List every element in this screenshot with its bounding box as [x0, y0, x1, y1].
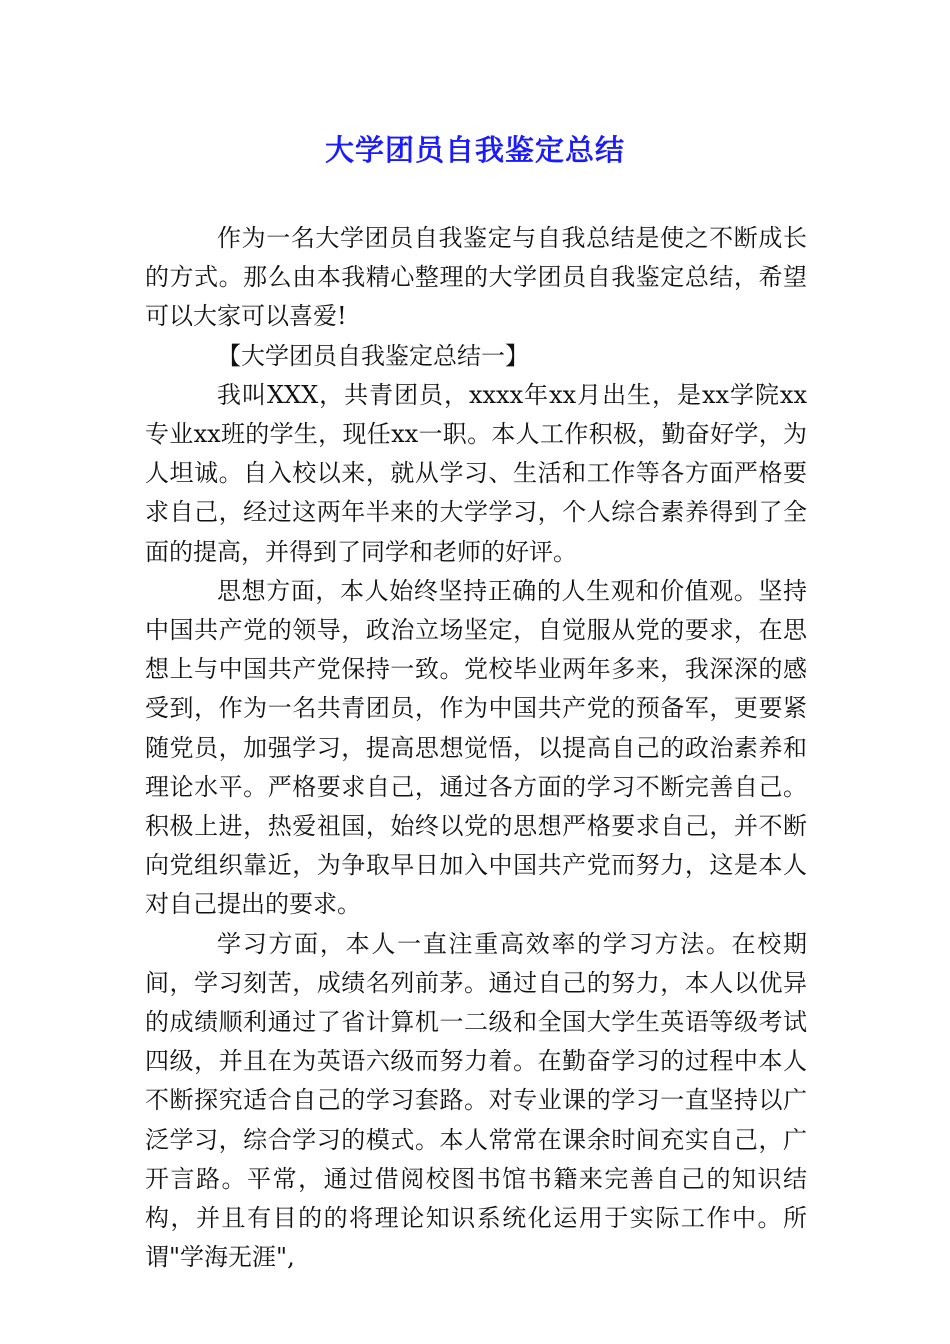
document-title: 大学团员自我鉴定总结 [324, 133, 625, 167]
paragraph-intro: 作为一名大学团员自我鉴定与自我总结是使之不断成长的方式。那么由本我精心整理的大学团员自我鉴定总结，希望可以大家可以喜爱! [145, 224, 807, 331]
document-body [145, 219, 807, 1277]
paragraph-ideology: 思想方面，本人始终坚持正确的人生观和价值观。坚持中国共产党的领导，政治立场坚定，自觉服从党的要求，在思想上与中国共产党保持一致。党校毕业两年多来，我深深的感受到，作为一名共青团员，作为中国共产党的预备军，更要紧随党员，加强学习，提高思想觉悟，以提高自己的政治素养和理论水平。严格要求自己，通过各方面的学习不断完善自己。积极上进，热爱祖国，始终以党的思想严格要求自己，并不断向党组织靠近，为争取早日加入中国共产党而努力，这是本人对自己提出的要求。 [145, 576, 807, 919]
paragraph-self-introduction: 我叫XXX，共青团员，xxxx年xx月出生，是xx学院xx专业xx班的学生，现任xx一职。本人工作积极，勤奋好学，为人坦诚。自入校以来，就从学习、生活和工作等各方面严格要求自己，经过这两年半来的大学学习，个人综合素养得到了全面的提高，并得到了同学和老师的好评。 [145, 380, 807, 566]
section-heading: 【大学团员自我鉴定总结一】 [217, 341, 529, 370]
paragraph-study: 学习方面，本人一直注重高效率的学习方法。在校期间，学习刻苦，成绩名列前茅。通过自己的努力，本人以优异的成绩顺利通过了省计算机一二级和全国大学生英语等级考试四级，并且在为英语六级而努力着。在勤奋学习的过程中本人不断探究适合自己的学习套路。对专业课的学习一直坚持以广泛学习，综合学习的模式。本人常常在课余时间充实自己，广开言路。平常，通过借阅校图书馆书籍来完善自己的知识结构，并且有目的的将理论知识系统化运用于实际工作中。所谓"学海无涯", [145, 929, 807, 1272]
